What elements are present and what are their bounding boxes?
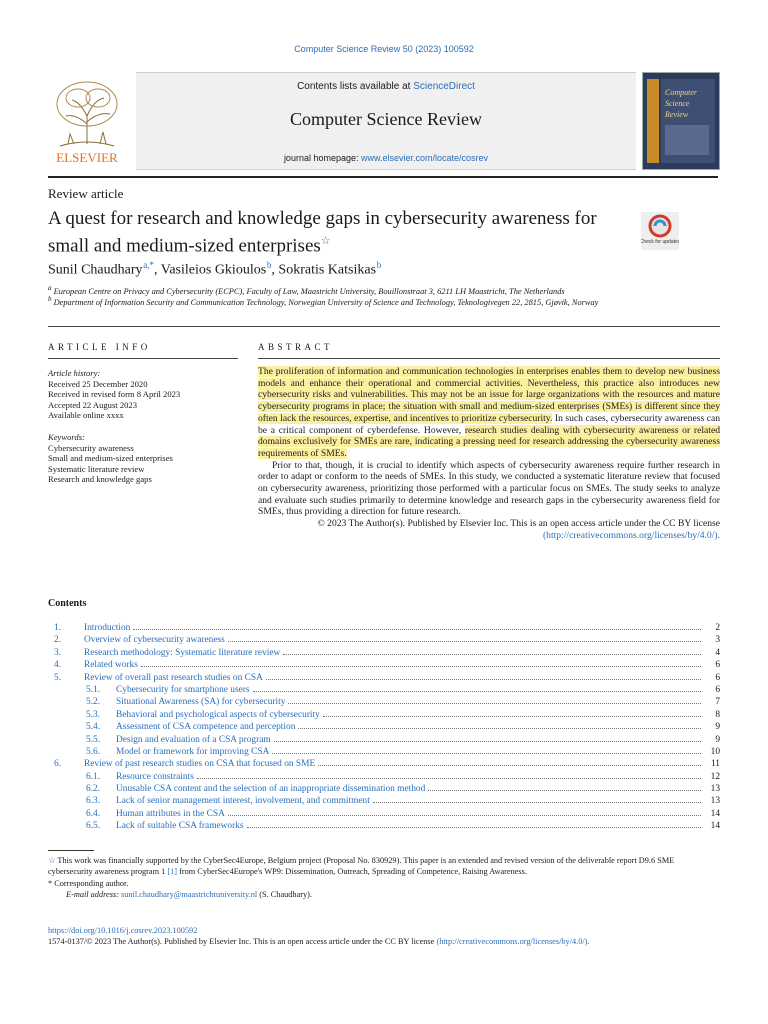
toc-leader-dots [323,716,701,717]
highlighted-text[interactable]: research studies dealing with cybersecurity awareness or related domains exclusively for SMEs are rare, indicating a pressing need for research addressing the cybersecurity awareness requirements of SMEs. [258,424,720,459]
toc-link[interactable]: Model or framework for improving CSA [116,746,270,757]
toc-leader-dots [274,741,701,742]
toc-page-number: 2 [715,623,720,633]
toc-page-number: 14 [710,808,720,819]
toc-leader-dots [141,666,701,667]
toc-number: 6. [54,759,62,770]
toc-number: 5. [54,672,62,683]
toc-link[interactable]: Assessment of CSA competence and perception [116,722,296,733]
toc-number: 6.4. [86,808,101,819]
author-list [48,260,381,279]
keyword-item: Research and knowledge gaps [48,474,152,484]
toc-row[interactable] [48,721,720,733]
toc-leader-dots [272,753,701,754]
author-affiliation-mark[interactable]: a,* [143,260,155,270]
abstract-paragraph-2: Prior to that, though, it is crucial to identify which aspects of cybersecurity awareness require further research in order to adapt or conform to the needs of SMEs. In this study, we conducted a systematic literature review that focused on cybersecurity awareness, prioritizing those performed with a particular focus on SMEs. The study seeks to analyze and evaluate such studies primarily to determine knowledge and research gaps in the cybersecurity awareness field for SMEs, thus providing a direction for future research. [258,459,720,518]
toc-row[interactable] [48,647,720,659]
toc-number: 6.3. [86,796,101,807]
history-online: Available online xxxx [48,410,124,420]
toc-row[interactable] [48,746,720,758]
toc-link[interactable]: Research methodology: Systematic literature review [84,647,281,658]
journal-reference-link[interactable]: Computer Science Review 50 (2023) 100592 [294,44,474,54]
abstract-body [258,366,720,542]
toc-leader-dots [318,765,701,766]
journal-banner [48,72,718,168]
toc-leader-dots [228,815,701,816]
banner-divider [48,176,718,178]
toc-row[interactable] [48,696,720,708]
corresponding-author-text: Corresponding author. [54,879,129,888]
toc-page-number: 3 [715,635,720,646]
toc-leader-dots [373,802,701,803]
keywords-label: Keywords: [48,432,85,442]
history-revised: Received in revised form 8 April 2023 [48,389,181,399]
toc-number: 5.1. [86,684,101,695]
toc-link[interactable]: Review of overall past research studies on CSA [84,672,263,683]
affiliation-b [48,294,678,308]
toc-leader-dots [133,629,701,630]
history-received: Received 25 December 2020 [48,378,148,389]
funding-footnote [48,856,720,877]
check-for-updates-icon[interactable] [641,212,679,250]
toc-number: 2. [54,635,62,646]
keyword-item: Cybersecurity awareness [48,442,134,453]
abstract-paragraph-1 [258,366,720,460]
toc-link[interactable]: Resource constraints [116,771,194,782]
toc-page-number: 9 [715,734,720,745]
toc-page-number: 6 [715,660,720,671]
toc-leader-dots [247,827,701,828]
toc-link[interactable]: Related works [84,660,138,671]
toc-leader-dots [288,703,701,704]
doi-link[interactable]: https://doi.org/10.1016/j.cosrev.2023.100592 [48,926,198,935]
footnote-star: ☆ [48,856,56,865]
article-info-heading: ARTICLE INFO [48,342,151,352]
author-name[interactable]: Sokratis Katsikas [278,262,377,278]
toc-page-number: 13 [710,784,720,795]
cover-title-line-2: Science [665,99,690,108]
toc-page-number: 6 [715,684,720,695]
contents-heading: Contents [48,598,87,609]
toc-leader-dots [298,728,701,729]
article-info-divider [48,358,238,359]
funding-text-cont: from CyberSec4Europe's WP9: Dissemination, Outreach, Spreading of Competence, Raising Awareness. [179,866,527,876]
toc-row[interactable] [48,758,720,770]
toc-number: 5.4. [86,722,101,733]
toc-link[interactable]: Cybersecurity for smartphone users [116,684,250,695]
svg-text:Check for updates: Check for updates [641,239,679,245]
toc-row[interactable] [48,684,720,696]
article-history [48,368,238,421]
email-label: E-mail address: [66,889,119,899]
toc-row[interactable] [48,634,720,646]
contents-prefix: Contents lists available at [297,81,414,92]
toc-leader-dots [253,691,701,692]
author-affiliation-mark[interactable]: b [376,260,382,270]
reference-link[interactable]: [1] [167,866,178,876]
toc-row[interactable] [48,622,720,634]
sciencedirect-link[interactable]: ScienceDirect [413,81,475,92]
issn-line [48,936,720,947]
contents-available-line [136,81,636,92]
affiliation-text: Department of Information Security and Communication Technology, Norwegian University of Science and Technology, Teknologivegen 22, 2815, Gjøvik, Norway [53,297,599,307]
affiliation-mark: a [48,284,52,292]
highlighted-text[interactable]: The proliferation of information and communication technologies in enterprises enables them to develop new business models and enhance their operational and commercial activities. Nevertheless, this practice also introduces new cybersecurity risks and vulnerabilities. This may not be an issue for large organizations with the resources and mature cybersecurity programs in place; the situation with small and medium-sized enterprises (SMEs) is different since they often lack the resources, expertise, and incentives to prioritize cybersecurity. [258,366,720,424]
cover-title-line-3: Review [665,110,689,119]
author-separator: , [271,262,279,278]
toc-number: 5.5. [86,734,101,745]
toc-row[interactable] [48,783,720,795]
toc-page-number: 8 [715,709,720,720]
toc-link[interactable]: Design and evaluation of a CSA program [116,734,271,745]
toc-page-number: 9 [715,722,720,733]
toc-page-number: 4 [715,647,720,658]
toc-row[interactable] [48,808,720,820]
journal-name: Computer Science Review [290,109,482,129]
toc-link[interactable]: Overview of cybersecurity awareness [84,635,225,646]
email-owner: (S. Chaudhary). [259,889,313,899]
author-name[interactable]: Vasileios Gkioulos [160,262,267,278]
toc-row[interactable] [48,659,720,671]
table-of-contents [48,622,720,833]
email-footnote [48,890,720,901]
toc-page-number: 12 [710,771,720,782]
keyword-item: Small and medium-sized enterprises [48,453,173,463]
toc-leader-dots [228,641,701,642]
journal-homepage-line [136,153,636,163]
history-accepted: Accepted 22 August 2023 [48,399,138,410]
article-title-text: A quest for research and knowledge gaps in cybersecurity awareness for small and medium-sized enterprises [48,208,597,257]
toc-page-number: 7 [715,697,720,708]
svg-text:ELSEVIER: ELSEVIER [56,150,118,165]
toc-leader-dots [197,778,701,779]
toc-leader-dots [428,790,701,791]
toc-number: 6.5. [86,821,101,832]
issn-text: 1574-0137/© 2023 The Author(s). Published by Elsevier Inc. This is an open access article under the CC BY license [48,937,435,946]
publication-footer [48,925,720,947]
toc-number: 5.3. [86,709,101,720]
toc-link[interactable]: Lack of senior management interest, involvement, and commitment [116,796,370,807]
toc-link[interactable]: Review of past research studies on CSA that focused on SME [84,759,316,770]
article-type: Review article [48,186,124,201]
toc-row[interactable] [48,771,720,783]
journal-cover-image[interactable] [642,72,720,170]
toc-link[interactable]: Situational Awareness (SA) for cybersecurity [116,697,286,708]
toc-number: 1. [54,623,62,633]
journal-homepage-link[interactable]: www.elsevier.com/locate/cosrev [361,153,489,163]
abstract-license [258,518,720,541]
elsevier-logo [48,74,126,166]
header-divider [48,326,720,327]
title-footnote-star[interactable]: ☆ [320,235,331,247]
abstract-divider [258,358,720,359]
footnote-divider [48,850,94,851]
toc-number: 5.6. [86,746,101,757]
toc-number: 6.2. [86,784,101,795]
footer-license-link[interactable]: (http://creativecommons.org/licenses/by/4.0/). [436,937,590,946]
author-affiliation-mark[interactable]: b [266,260,272,270]
cover-title-line-1: Computer [665,88,697,97]
toc-number: 5.2. [86,697,101,708]
abstract-text: In such cases, cybersecurity awareness can be a critical component of cyberdefense. However, [258,412,721,436]
toc-page-number: 6 [715,672,720,683]
toc-row[interactable] [48,672,720,684]
article-title [48,207,628,257]
email-link[interactable]: sunil.chaudhary@maastrichtuniversity.nl [121,889,258,899]
keywords [48,432,238,485]
author-name[interactable]: Sunil Chaudhary [48,262,143,278]
funding-text: This work was financially supported by the CyberSec4Europe, Belgium project (Proposal No. 830929). This paper is an extended and revised version of the deliverable report D9.6 SME cybersecurity awareness program 1 [48,856,675,876]
journal-info-box [136,72,636,170]
affiliation-mark: b [48,295,52,303]
toc-leader-dots [283,654,701,655]
toc-link[interactable]: Behavioral and psychological aspects of cybersecurity [116,709,320,720]
keyword-item: Systematic literature review [48,463,145,474]
footnote-asterisk: * [48,879,53,888]
toc-leader-dots [266,679,701,680]
toc-page-number: 11 [710,759,720,770]
toc-link[interactable]: Unusable CSA content and the selection of an inappropriate dissemination method [116,784,426,795]
author-separator: , [154,262,161,278]
toc-number: 6.1. [86,771,101,782]
homepage-prefix: journal homepage: [283,153,361,163]
history-label: Article history: [48,368,101,378]
toc-page-number: 13 [710,796,720,807]
toc-row[interactable] [48,820,720,832]
toc-row[interactable] [48,709,720,721]
toc-number: 4. [54,660,62,671]
cc-license-link[interactable]: (http://creativecommons.org/licenses/by/4.0/). [542,529,720,541]
toc-link[interactable]: Introduction [84,623,131,633]
abstract-heading: ABSTRACT [258,342,334,352]
toc-link[interactable]: Human attributes in the CSA [116,808,225,819]
license-text: © 2023 The Author(s). Published by Elsevier Inc. This is an open access article under the CC BY license [317,518,720,530]
footnotes [48,856,720,900]
toc-row[interactable] [48,795,720,807]
toc-number: 3. [54,647,62,658]
toc-row[interactable] [48,734,720,746]
toc-page-number: 14 [710,821,720,832]
corresponding-author-footnote [48,879,720,890]
affiliation-text: European Centre on Privacy and Cybersecurity (ECPC), Faculty of Law, Maastricht University, Bouillonstraat 3, 6211 LH Maastricht, The Netherlands [53,286,565,296]
toc-link[interactable]: Lack of suitable CSA frameworks [116,821,244,832]
toc-page-number: 10 [710,746,720,757]
